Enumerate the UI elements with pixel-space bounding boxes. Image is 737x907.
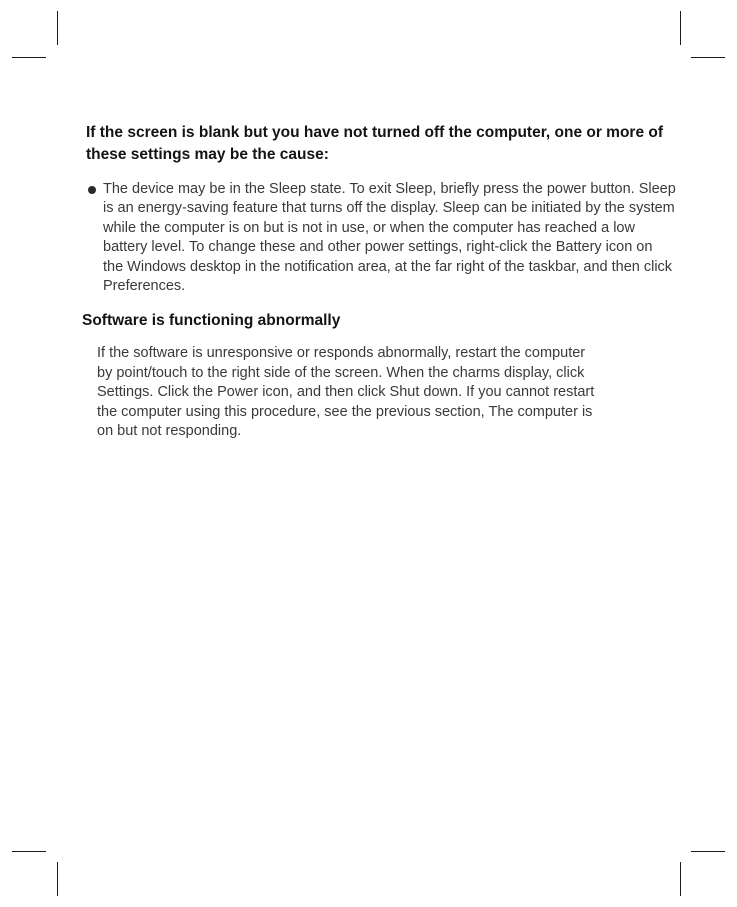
crop-mark-top-right-horizontal xyxy=(691,57,725,58)
list-item-text: The device may be in the Sleep state. To exit Sleep, briefly press the power button. Sleep is an energy-saving feature that turns off the display. Sleep can be initiated by the system while the computer is on but is not in use, or when the computer has reached a low battery level. To change these and other power settings, right-click the Battery icon on the Windows desktop in the notification area, at the far right of the taskbar, and then click Preferences. xyxy=(103,181,676,295)
section-heading: Software is functioning abnormally xyxy=(82,312,341,330)
intro-heading: If the screen is blank but you have not turned off the computer, one or more of these settings may be the cause: xyxy=(86,124,664,163)
bullet-list xyxy=(86,180,676,296)
crop-mark-bottom-right-horizontal xyxy=(691,851,725,852)
crop-mark-bottom-left-vertical xyxy=(57,862,58,896)
crop-mark-bottom-right-vertical xyxy=(680,862,681,896)
crop-mark-top-left-horizontal xyxy=(12,57,46,58)
page-content xyxy=(82,122,676,441)
crop-mark-bottom-left-horizontal xyxy=(12,851,46,852)
crop-mark-top-right-vertical xyxy=(680,11,681,45)
bullet-icon xyxy=(88,186,96,194)
section-body: If the software is unresponsive or responds abnormally, restart the computer by point/touch to the right side of the screen. When the charms display, click Settings. Click the Power icon, and then click Shut down. If you cannot restart the computer using this procedure, see the previous section, The computer is on but not responding. xyxy=(97,345,595,440)
crop-mark-top-left-vertical xyxy=(57,11,58,45)
list-item xyxy=(86,180,676,296)
